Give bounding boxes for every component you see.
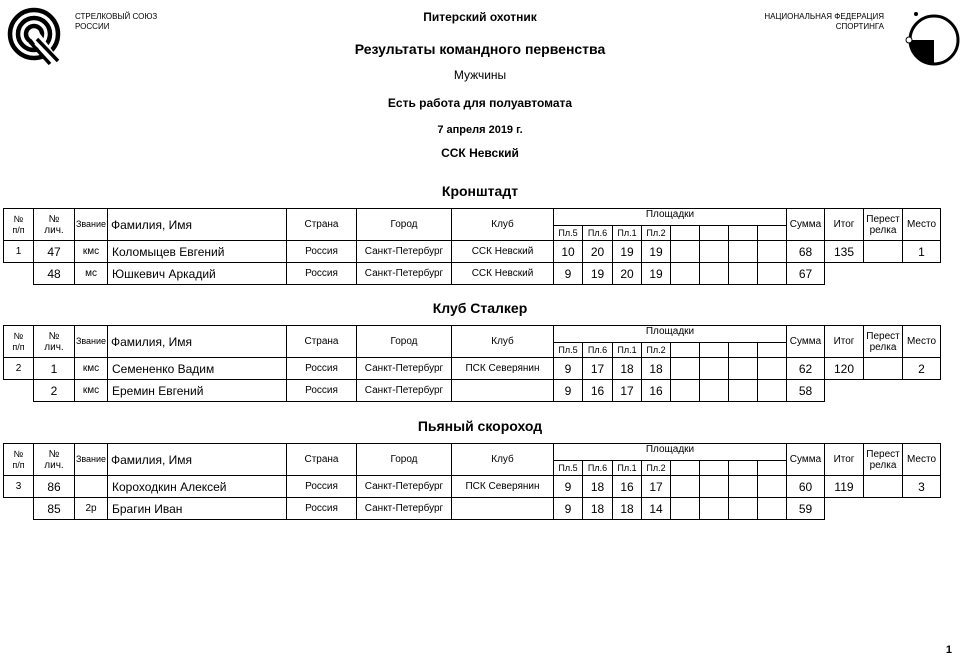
team-results-table xyxy=(3,208,941,285)
sum-cell: 62 xyxy=(787,358,825,380)
rank-cell: кмс xyxy=(75,358,108,380)
col-country-header: Страна xyxy=(287,326,357,358)
personal-number: 2 xyxy=(34,380,75,402)
team-results-table xyxy=(3,325,941,402)
range-score: 16 xyxy=(642,380,671,402)
empty-cell xyxy=(864,498,903,520)
col-total-header: Итог xyxy=(825,209,864,241)
range-empty-cell xyxy=(758,380,787,402)
col-shootoff-header: Перест релка xyxy=(864,444,903,476)
org-right-name: НАЦИОНАЛЬНАЯ ФЕДЕРАЦИЯ СПОРТИНГА xyxy=(764,12,884,31)
empty-cell xyxy=(4,263,34,285)
sum-cell: 59 xyxy=(787,498,825,520)
col-name-header: Фамилия, Имя xyxy=(108,209,287,241)
range-score: 18 xyxy=(583,498,613,520)
range-empty-cell xyxy=(671,226,700,241)
team-place-number: 2 xyxy=(4,358,34,380)
range-empty-cell xyxy=(700,226,729,241)
shootoff-cell xyxy=(864,476,903,498)
team-total: 120 xyxy=(825,358,864,380)
team-place-number: 1 xyxy=(4,241,34,263)
range-score: 18 xyxy=(613,358,642,380)
rank-cell: мс xyxy=(75,263,108,285)
range-empty-cell xyxy=(671,476,700,498)
participant-name: Короходкин Алексей xyxy=(108,476,287,498)
col-club-header: Клуб xyxy=(452,209,554,241)
col-total-header: Итог xyxy=(825,444,864,476)
country-cell: Россия xyxy=(287,263,357,285)
empty-cell xyxy=(825,263,864,285)
participant-row xyxy=(4,380,941,402)
team-place: 1 xyxy=(903,241,941,263)
range-empty-cell xyxy=(700,476,729,498)
country-cell: Россия xyxy=(287,476,357,498)
range-empty-cell xyxy=(671,498,700,520)
page-number: 1 xyxy=(945,644,952,656)
team-place: 2 xyxy=(903,358,941,380)
country-cell: Россия xyxy=(287,380,357,402)
col-club-header: Клуб xyxy=(452,444,554,476)
participant-name: Семененко Вадим xyxy=(108,358,287,380)
country-cell: Россия xyxy=(287,498,357,520)
participant-name: Юшкевич Аркадий xyxy=(108,263,287,285)
range-score: 17 xyxy=(642,476,671,498)
team-place-number: 3 xyxy=(4,476,34,498)
col-ranges-header: Площадки xyxy=(554,444,787,461)
empty-cell xyxy=(4,498,34,520)
city-cell: Санкт-Петербург xyxy=(357,358,452,380)
range-empty-cell xyxy=(729,358,758,380)
participant-name: Еремин Евгений xyxy=(108,380,287,402)
team-title: Кронштадт xyxy=(441,183,519,199)
participant-name: Коломыцев Евгений xyxy=(108,241,287,263)
range-label: Пл.2 xyxy=(642,343,671,358)
empty-cell xyxy=(903,380,941,402)
empty-cell xyxy=(903,263,941,285)
range-empty-cell xyxy=(671,343,700,358)
col-rank-header: Звание xyxy=(75,209,108,241)
range-score: 9 xyxy=(554,498,583,520)
col-name-header: Фамилия, Имя xyxy=(108,326,287,358)
empty-cell xyxy=(864,263,903,285)
col-personal-number-header: № лич. xyxy=(34,209,75,241)
shootoff-cell xyxy=(864,358,903,380)
range-empty-cell xyxy=(729,498,758,520)
personal-number: 47 xyxy=(34,241,75,263)
range-score: 9 xyxy=(554,263,583,285)
empty-cell xyxy=(903,498,941,520)
range-score: 17 xyxy=(613,380,642,402)
city-cell: Санкт-Петербург xyxy=(357,263,452,285)
club-cell xyxy=(452,498,554,520)
col-sum-header: Сумма xyxy=(787,209,825,241)
range-score: 20 xyxy=(613,263,642,285)
range-score: 18 xyxy=(642,358,671,380)
range-empty-cell xyxy=(758,498,787,520)
rank-cell: кмс xyxy=(75,380,108,402)
range-label: Пл.2 xyxy=(642,226,671,241)
range-label: Пл.2 xyxy=(642,461,671,476)
team-total: 119 xyxy=(825,476,864,498)
range-label: Пл.6 xyxy=(583,343,613,358)
range-empty-cell xyxy=(758,358,787,380)
range-empty-cell xyxy=(700,241,729,263)
col-num-header: № п/п xyxy=(4,209,34,241)
range-label: Пл.1 xyxy=(613,226,642,241)
col-personal-number-header: № лич. xyxy=(34,326,75,358)
range-empty-cell xyxy=(758,461,787,476)
range-score: 19 xyxy=(583,263,613,285)
club-cell: ССК Невский xyxy=(452,241,554,263)
team-results-table xyxy=(3,443,941,520)
range-empty-cell xyxy=(729,343,758,358)
col-num-header: № п/п xyxy=(4,326,34,358)
range-empty-cell xyxy=(700,343,729,358)
range-label: Пл.5 xyxy=(554,226,583,241)
personal-number: 1 xyxy=(34,358,75,380)
range-empty-cell xyxy=(729,263,758,285)
range-empty-cell xyxy=(671,461,700,476)
sum-cell: 58 xyxy=(787,380,825,402)
range-empty-cell xyxy=(671,358,700,380)
range-score: 19 xyxy=(613,241,642,263)
col-shootoff-header: Перест релка xyxy=(864,209,903,241)
category-label: Мужчины xyxy=(453,68,507,82)
col-ranges-header: Площадки xyxy=(554,209,787,226)
event-date: 7 апреля 2019 г. xyxy=(437,124,523,136)
venue-name: ССК Невский xyxy=(441,146,519,160)
range-empty-cell xyxy=(729,380,758,402)
sum-cell: 68 xyxy=(787,241,825,263)
col-total-header: Итог xyxy=(825,326,864,358)
range-empty-cell xyxy=(729,226,758,241)
range-label: Пл.1 xyxy=(613,343,642,358)
range-empty-cell xyxy=(729,461,758,476)
range-empty-cell xyxy=(758,241,787,263)
col-sum-header: Сумма xyxy=(787,326,825,358)
col-shootoff-header: Перест релка xyxy=(864,326,903,358)
range-label: Пл.1 xyxy=(613,461,642,476)
rank-cell: 2р xyxy=(75,498,108,520)
range-empty-cell xyxy=(700,461,729,476)
range-empty-cell xyxy=(758,343,787,358)
participant-row xyxy=(4,498,941,520)
col-place-header: Место xyxy=(903,209,941,241)
range-score: 9 xyxy=(554,358,583,380)
range-label: Пл.6 xyxy=(583,226,613,241)
rank-cell: кмс xyxy=(75,241,108,263)
country-cell: Россия xyxy=(287,358,357,380)
range-score: 14 xyxy=(642,498,671,520)
empty-cell xyxy=(864,380,903,402)
col-country-header: Страна xyxy=(287,444,357,476)
club-cell: ПСК Северянин xyxy=(452,358,554,380)
range-empty-cell xyxy=(758,263,787,285)
range-empty-cell xyxy=(671,380,700,402)
sum-cell: 67 xyxy=(787,263,825,285)
empty-cell xyxy=(825,498,864,520)
range-score: 9 xyxy=(554,476,583,498)
col-rank-header: Звание xyxy=(75,444,108,476)
empty-cell xyxy=(4,380,34,402)
range-empty-cell xyxy=(729,241,758,263)
col-club-header: Клуб xyxy=(452,326,554,358)
range-score: 18 xyxy=(613,498,642,520)
range-score: 9 xyxy=(554,380,583,402)
range-score: 16 xyxy=(583,380,613,402)
participant-row xyxy=(4,358,941,380)
page-title: Результаты командного первенства xyxy=(354,41,606,57)
participant-row xyxy=(4,476,941,498)
range-empty-cell xyxy=(729,476,758,498)
col-rank-header: Звание xyxy=(75,326,108,358)
personal-number: 86 xyxy=(34,476,75,498)
range-empty-cell xyxy=(758,476,787,498)
range-score: 19 xyxy=(642,263,671,285)
shootoff-cell xyxy=(864,241,903,263)
city-cell: Санкт-Петербург xyxy=(357,498,452,520)
range-empty-cell xyxy=(700,263,729,285)
col-place-header: Место xyxy=(903,444,941,476)
participant-row xyxy=(4,241,941,263)
range-label: Пл.5 xyxy=(554,343,583,358)
personal-number: 85 xyxy=(34,498,75,520)
col-city-header: Город xyxy=(357,209,452,241)
range-empty-cell xyxy=(700,380,729,402)
participant-name: Брагин Иван xyxy=(108,498,287,520)
range-empty-cell xyxy=(700,358,729,380)
col-country-header: Страна xyxy=(287,209,357,241)
range-score: 19 xyxy=(642,241,671,263)
range-label: Пл.5 xyxy=(554,461,583,476)
range-label: Пл.6 xyxy=(583,461,613,476)
personal-number: 48 xyxy=(34,263,75,285)
col-personal-number-header: № лич. xyxy=(34,444,75,476)
rank-cell xyxy=(75,476,108,498)
range-empty-cell xyxy=(700,498,729,520)
club-cell xyxy=(452,380,554,402)
range-score: 18 xyxy=(583,476,613,498)
col-sum-header: Сумма xyxy=(787,444,825,476)
col-city-header: Город xyxy=(357,444,452,476)
club-cell: ПСК Северянин xyxy=(452,476,554,498)
club-cell: ССК Невский xyxy=(452,263,554,285)
range-score: 16 xyxy=(613,476,642,498)
col-num-header: № п/п xyxy=(4,444,34,476)
col-name-header: Фамилия, Имя xyxy=(108,444,287,476)
empty-cell xyxy=(825,380,864,402)
col-place-header: Место xyxy=(903,326,941,358)
range-score: 10 xyxy=(554,241,583,263)
range-empty-cell xyxy=(758,226,787,241)
city-cell: Санкт-Петербург xyxy=(357,476,452,498)
event-name: Есть работа для полуавтомата xyxy=(387,96,573,110)
range-score: 17 xyxy=(583,358,613,380)
organizer-name: Питерский охотник xyxy=(423,10,537,24)
participant-row xyxy=(4,263,941,285)
org-left-name: СТРЕЛКОВЫЙ СОЮЗ РОССИИ xyxy=(75,12,158,31)
city-cell: Санкт-Петербург xyxy=(357,241,452,263)
col-ranges-header: Площадки xyxy=(554,326,787,343)
team-place: 3 xyxy=(903,476,941,498)
country-cell: Россия xyxy=(287,241,357,263)
range-score: 20 xyxy=(583,241,613,263)
team-title: Пьяный скороход xyxy=(417,418,543,434)
range-empty-cell xyxy=(671,241,700,263)
team-total: 135 xyxy=(825,241,864,263)
range-empty-cell xyxy=(671,263,700,285)
sum-cell: 60 xyxy=(787,476,825,498)
col-city-header: Город xyxy=(357,326,452,358)
city-cell: Санкт-Петербург xyxy=(357,380,452,402)
team-title: Клуб Сталкер xyxy=(432,300,528,316)
